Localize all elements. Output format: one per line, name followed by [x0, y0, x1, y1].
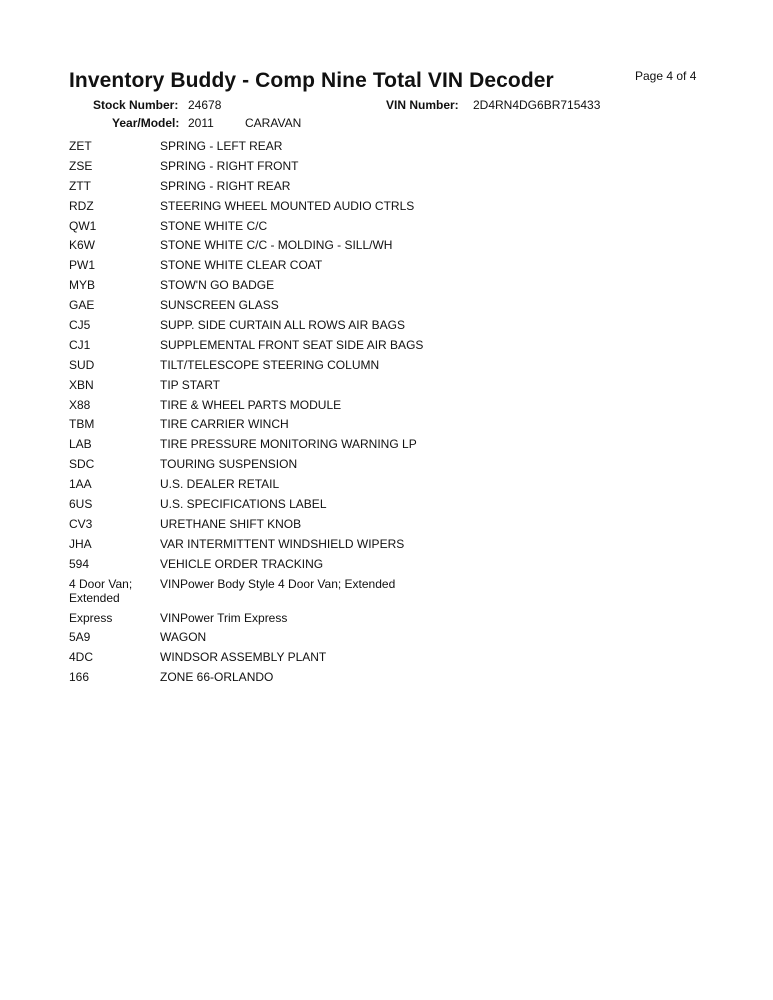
option-code: 4 Door Van; Extended: [69, 576, 133, 605]
option-description: VINPower Trim Express: [160, 610, 288, 625]
option-description: VAR INTERMITTENT WINDSHIELD WIPERS: [160, 536, 405, 551]
list-item: [69, 611, 719, 625]
option-code: XBN: [69, 377, 94, 392]
option-description: URETHANE SHIFT KNOB: [160, 516, 302, 531]
list-item: [69, 179, 719, 193]
option-code: 166: [69, 670, 90, 685]
option-code: ZSE: [69, 158, 93, 173]
option-description: U.S. DEALER RETAIL: [160, 477, 280, 492]
vin-number-label: VIN Number:: [386, 98, 459, 112]
option-description: SPRING - RIGHT FRONT: [160, 158, 299, 173]
list-item: [69, 630, 719, 644]
option-code: 6US: [69, 497, 93, 512]
option-code: CJ5: [69, 318, 91, 333]
option-description: TIRE & WHEEL PARTS MODULE: [160, 397, 342, 412]
option-description: VEHICLE ORDER TRACKING: [160, 556, 324, 571]
option-code: CJ1: [69, 337, 91, 352]
list-item: [69, 577, 719, 605]
option-description: SUNSCREEN GLASS: [160, 298, 279, 313]
option-description: U.S. SPECIFICATIONS LABEL: [160, 497, 327, 512]
option-description: SPRING - LEFT REAR: [160, 139, 283, 153]
page-number: Page 4 of 4: [635, 69, 697, 83]
list-item: [69, 238, 719, 252]
option-code: ZET: [69, 139, 92, 153]
option-code: CV3: [69, 516, 93, 531]
option-code: JHA: [69, 536, 92, 551]
list-item: [69, 497, 719, 511]
option-description: TOURING SUSPENSION: [160, 457, 298, 472]
option-code: 594: [69, 556, 90, 571]
list-item: [69, 318, 719, 332]
option-description: STONE WHITE C/C: [160, 218, 268, 233]
option-code: LAB: [69, 437, 92, 452]
model-name-value: CARAVAN: [245, 116, 302, 130]
option-description: TIP START: [160, 377, 221, 392]
list-item: [69, 338, 719, 352]
list-item: [69, 139, 719, 153]
option-code: GAE: [69, 298, 95, 313]
list-item: [69, 298, 719, 312]
list-item: [69, 670, 719, 684]
option-description: STOW'N GO BADGE: [160, 278, 275, 293]
vin-number-value: 2D4RN4DG6BR715433: [473, 98, 601, 112]
list-item: [69, 358, 719, 372]
option-code: SDC: [69, 457, 95, 472]
option-code: 4DC: [69, 650, 94, 665]
option-code: 1AA: [69, 477, 92, 492]
list-item: [69, 557, 719, 571]
option-code: K6W: [69, 238, 96, 253]
option-code: Express: [69, 610, 113, 625]
option-description: WINDSOR ASSEMBLY PLANT: [160, 650, 327, 665]
list-item: [69, 457, 719, 471]
option-description: SUPP. SIDE CURTAIN ALL ROWS AIR BAGS: [160, 318, 405, 333]
option-description: WAGON: [160, 630, 207, 645]
option-code: MYB: [69, 278, 96, 293]
option-description: VINPower Body Style 4 Door Van; Extended: [160, 576, 396, 591]
option-code: RDZ: [69, 198, 94, 213]
page-title: Inventory Buddy - Comp Nine Total VIN Decoder: [69, 69, 554, 92]
option-code: ZTT: [69, 178, 91, 193]
option-description: STONE WHITE C/C - MOLDING - SILL/WH: [160, 238, 393, 253]
option-description: TILT/TELESCOPE STEERING COLUMN: [160, 357, 380, 372]
list-item: [69, 219, 719, 233]
option-code: X88: [69, 397, 91, 412]
option-description: TIRE PRESSURE MONITORING WARNING LP: [160, 437, 417, 452]
stock-number-label: Stock Number:: [93, 98, 179, 112]
option-code: SUD: [69, 357, 95, 372]
option-code: 5A9: [69, 630, 91, 645]
list-item: [69, 159, 719, 173]
option-description: STEERING WHEEL MOUNTED AUDIO CTRLS: [160, 198, 415, 213]
list-item: [69, 517, 719, 531]
list-item: [69, 477, 719, 491]
list-item: [69, 278, 719, 292]
list-item: [69, 199, 719, 213]
option-code-list: [69, 139, 719, 690]
year-model-label: Year/Model:: [112, 116, 180, 130]
option-description: ZONE 66-ORLANDO: [160, 670, 274, 685]
option-description: SUPPLEMENTAL FRONT SEAT SIDE AIR BAGS: [160, 337, 424, 352]
list-item: [69, 437, 719, 451]
list-item: [69, 378, 719, 392]
option-description: STONE WHITE CLEAR COAT: [160, 258, 323, 273]
list-item: [69, 537, 719, 551]
list-item: [69, 398, 719, 412]
list-item: [69, 417, 719, 431]
option-description: SPRING - RIGHT REAR: [160, 178, 291, 193]
option-description: TIRE CARRIER WINCH: [160, 417, 289, 432]
option-code: PW1: [69, 258, 96, 273]
list-item: [69, 258, 719, 272]
option-code: TBM: [69, 417, 95, 432]
model-year-value: 2011: [188, 116, 214, 130]
option-code: QW1: [69, 218, 97, 233]
stock-number-value: 24678: [188, 98, 222, 112]
list-item: [69, 650, 719, 664]
